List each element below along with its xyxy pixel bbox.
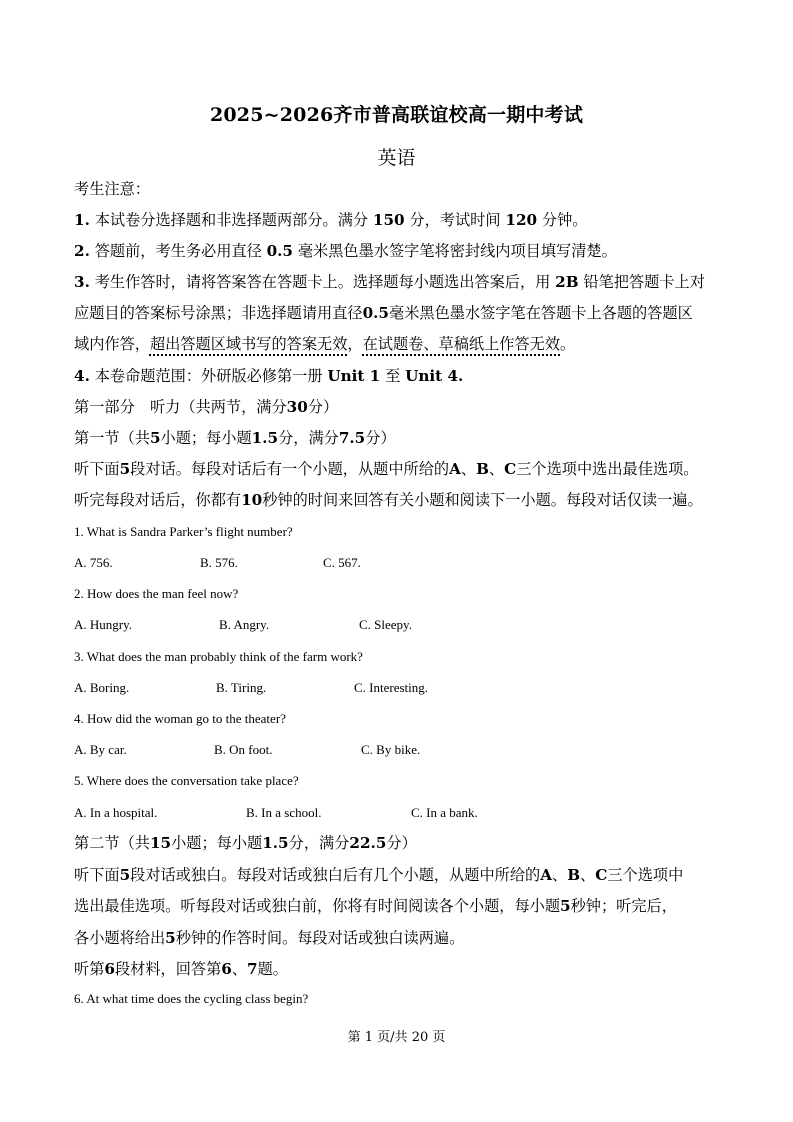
question-2-option-a: A. Hungry. [74, 617, 133, 632]
option-letter: B [476, 460, 489, 478]
question-3-option-c: C. Interesting. [354, 680, 429, 695]
notice-text: 毫米黑色墨水签字笔将密封线内项目填写清楚。 [297, 242, 617, 260]
notice-item-1 [74, 210, 587, 230]
instruction-text: 秒钟；听完后， [570, 897, 677, 915]
section-2-instructions-line-1 [74, 865, 683, 885]
notice-heading: 考生注意： [74, 180, 150, 198]
notice-item-4 [74, 366, 463, 386]
heading-text: 分） [307, 398, 339, 416]
heading-text: 小题；每小题 [171, 834, 263, 852]
notice-item-3-line-1 [74, 272, 705, 292]
option-letter: A [449, 460, 461, 478]
instruction-text: 听下面 [74, 866, 120, 884]
instruction-text: 秒钟的时间来回答有关小题和阅读下一小题。每段对话仅读一遍。 [262, 491, 703, 509]
question-1-option-c: C. 567. [323, 555, 361, 570]
unit-start: Unit 1 [327, 367, 381, 385]
instruction-number: 5 [119, 460, 131, 478]
question-5-option-a: A. In a hospital. [74, 805, 158, 820]
section-2-heading [74, 833, 417, 853]
notice-item-3-line-2 [74, 303, 693, 323]
question-2: 2. How does the man feel now? [74, 586, 239, 601]
emphasized-text: 超出答题区域书写的答案无效 [149, 335, 348, 353]
question-4-option-b: B. On foot. [214, 742, 273, 757]
instruction-text: 、 [552, 866, 568, 884]
instruction-text: 听下面 [74, 460, 120, 478]
notice-text: 本卷命题范围：外研版必修第一册 [94, 367, 323, 385]
option-letter: C [504, 460, 517, 478]
question-2-option-c: C. Sleepy. [359, 617, 412, 632]
instruction-number: 5 [119, 866, 131, 884]
instruction-text: 选出最佳选项。听每段对话或独白前，你将有时间阅读各个小题，每小题 [74, 897, 560, 915]
heading-text: 第一节（共 [74, 429, 150, 447]
instruction-text: 三个选项中 [607, 866, 684, 884]
instruction-text: 、 [580, 866, 596, 884]
question-4-option-c: C. By bike. [361, 742, 421, 757]
notice-item-4-number: 4. [74, 367, 90, 385]
heading-text: 分） [365, 429, 396, 447]
notice-value: 2B [555, 273, 579, 291]
notice-text: 考生作答时，请将答案答在答题卡上。选择题每小题选出答案后，用 [94, 273, 551, 291]
question-3-option-a: A. Boring. [74, 680, 130, 695]
instruction-text: 、 [460, 460, 477, 478]
exam-subject: 英语 [377, 147, 416, 169]
notice-item-3-number: 3. [74, 273, 90, 291]
heading-text: 小题；每小题 [160, 429, 252, 447]
exam-title: 2025~2026齐市普高联谊校高一期中考试 [209, 104, 584, 126]
question-3: 3. What does the man probably think of the farm work? [74, 649, 363, 664]
section-2-instructions-line-3 [74, 928, 464, 948]
notice-text: 毫米黑色墨水签字笔在答题卡上各题的答题区 [389, 304, 693, 322]
question-5-option-b: B. In a school. [246, 805, 322, 820]
instruction-text: 、 [231, 960, 248, 978]
notice-text: ， [347, 335, 363, 353]
instruction-text: 听完每段对话后，你都有 [74, 491, 242, 509]
instruction-text: 段对话。每段对话后有一个小题，从题中所给的 [130, 460, 450, 478]
notice-text: 答题前，考生务必用直径 [94, 242, 262, 260]
section-1-instructions-line-1 [74, 459, 698, 479]
current-page-number: 1 [364, 1030, 374, 1045]
heading-number: 22.5 [349, 834, 387, 852]
question-4: 4. How did the woman go to the theater? [74, 711, 286, 726]
part-1-heading [74, 397, 338, 417]
notice-value: 0.5 [362, 304, 389, 322]
notice-text: 铅笔把答题卡上对 [583, 273, 705, 291]
notice-time: 120 [505, 211, 538, 229]
heading-text: 第一部分 听力（共两节，满分 [74, 398, 287, 416]
instruction-text: 题。 [257, 960, 288, 978]
option-letter: C [595, 866, 608, 884]
instruction-text: 三个选项中选出最佳选项。 [516, 460, 699, 478]
notice-text: 至 [385, 367, 401, 385]
notice-text: 。 [560, 335, 576, 353]
instruction-text: 、 [488, 460, 505, 478]
instruction-text: 听第 [74, 960, 105, 978]
question-3-option-b: B. Tiring. [216, 680, 267, 695]
heading-text: 分，满分 [288, 834, 350, 852]
instruction-number: 6 [104, 960, 115, 978]
section-2-instructions-line-2 [74, 896, 677, 916]
notice-text: 应题目的答案标号涂黑；非选择题请用直径 [74, 304, 363, 322]
footer-text: 第 [347, 1030, 361, 1045]
footer-text: 页 [432, 1030, 446, 1045]
notice-text: 域内作答， [74, 335, 150, 353]
heading-text: 分） [386, 834, 417, 852]
notice-item-3-line-3 [74, 334, 575, 354]
instruction-number: 6 [221, 960, 232, 978]
instruction-text: 段对话或独白。每段对话或独白后有几个小题，从题中所给的 [130, 866, 541, 884]
instruction-text: 段材料，回答第 [114, 960, 222, 978]
question-6: 6. At what time does the cycling class begin? [74, 991, 309, 1006]
question-2-option-b: B. Angry. [219, 617, 270, 632]
option-letter: B [567, 866, 581, 884]
notice-value: 0.5 [266, 242, 294, 260]
total-pages: 20 [411, 1030, 429, 1045]
material-6-instruction [74, 959, 288, 979]
emphasized-text: 在试题卷、草稿纸上作答无效 [362, 335, 560, 353]
heading-number: 15 [149, 834, 172, 852]
notice-score: 150 [372, 211, 405, 229]
instruction-number: 5 [560, 897, 571, 915]
heading-score: 30 [286, 398, 308, 416]
notice-text: 分，考试时间 [409, 211, 501, 229]
question-1-option-a: A. 756. [74, 555, 113, 570]
unit-end: Unit 4. [405, 367, 464, 385]
question-1-option-b: B. 576. [200, 555, 238, 570]
heading-number: 1.5 [262, 834, 289, 852]
page-footer [0, 1026, 793, 1045]
heading-number: 5 [149, 429, 161, 447]
section-1-heading [74, 428, 396, 448]
notice-text: 本试卷分选择题和非选择题两部分。满分 [94, 211, 369, 229]
question-4-option-a: A. By car. [74, 742, 127, 757]
question-5-option-c: C. In a bank. [411, 805, 478, 820]
notice-item-2-number: 2. [74, 242, 90, 260]
notice-item-1-number: 1. [74, 211, 90, 229]
option-letter: A [540, 866, 552, 884]
heading-text: 第二节（共 [74, 834, 150, 852]
instruction-number: 7 [247, 960, 258, 978]
instruction-text: 秒钟的作答时间。每段对话或独白读两遍。 [175, 929, 465, 947]
heading-number: 7.5 [338, 429, 366, 447]
notice-item-2 [74, 241, 617, 261]
section-1-instructions-line-2 [74, 490, 703, 510]
heading-text: 分，满分 [278, 429, 339, 447]
question-1: 1. What is Sandra Parker’s flight number? [74, 524, 293, 539]
heading-number: 1.5 [251, 429, 279, 447]
instruction-number: 5 [165, 929, 176, 947]
notice-text: 分钟。 [541, 211, 588, 229]
footer-text: 页/共 [377, 1030, 408, 1045]
instruction-text: 各小题将给出 [74, 929, 166, 947]
instruction-number: 10 [241, 491, 263, 509]
question-5: 5. Where does the conversation take place? [74, 773, 299, 788]
